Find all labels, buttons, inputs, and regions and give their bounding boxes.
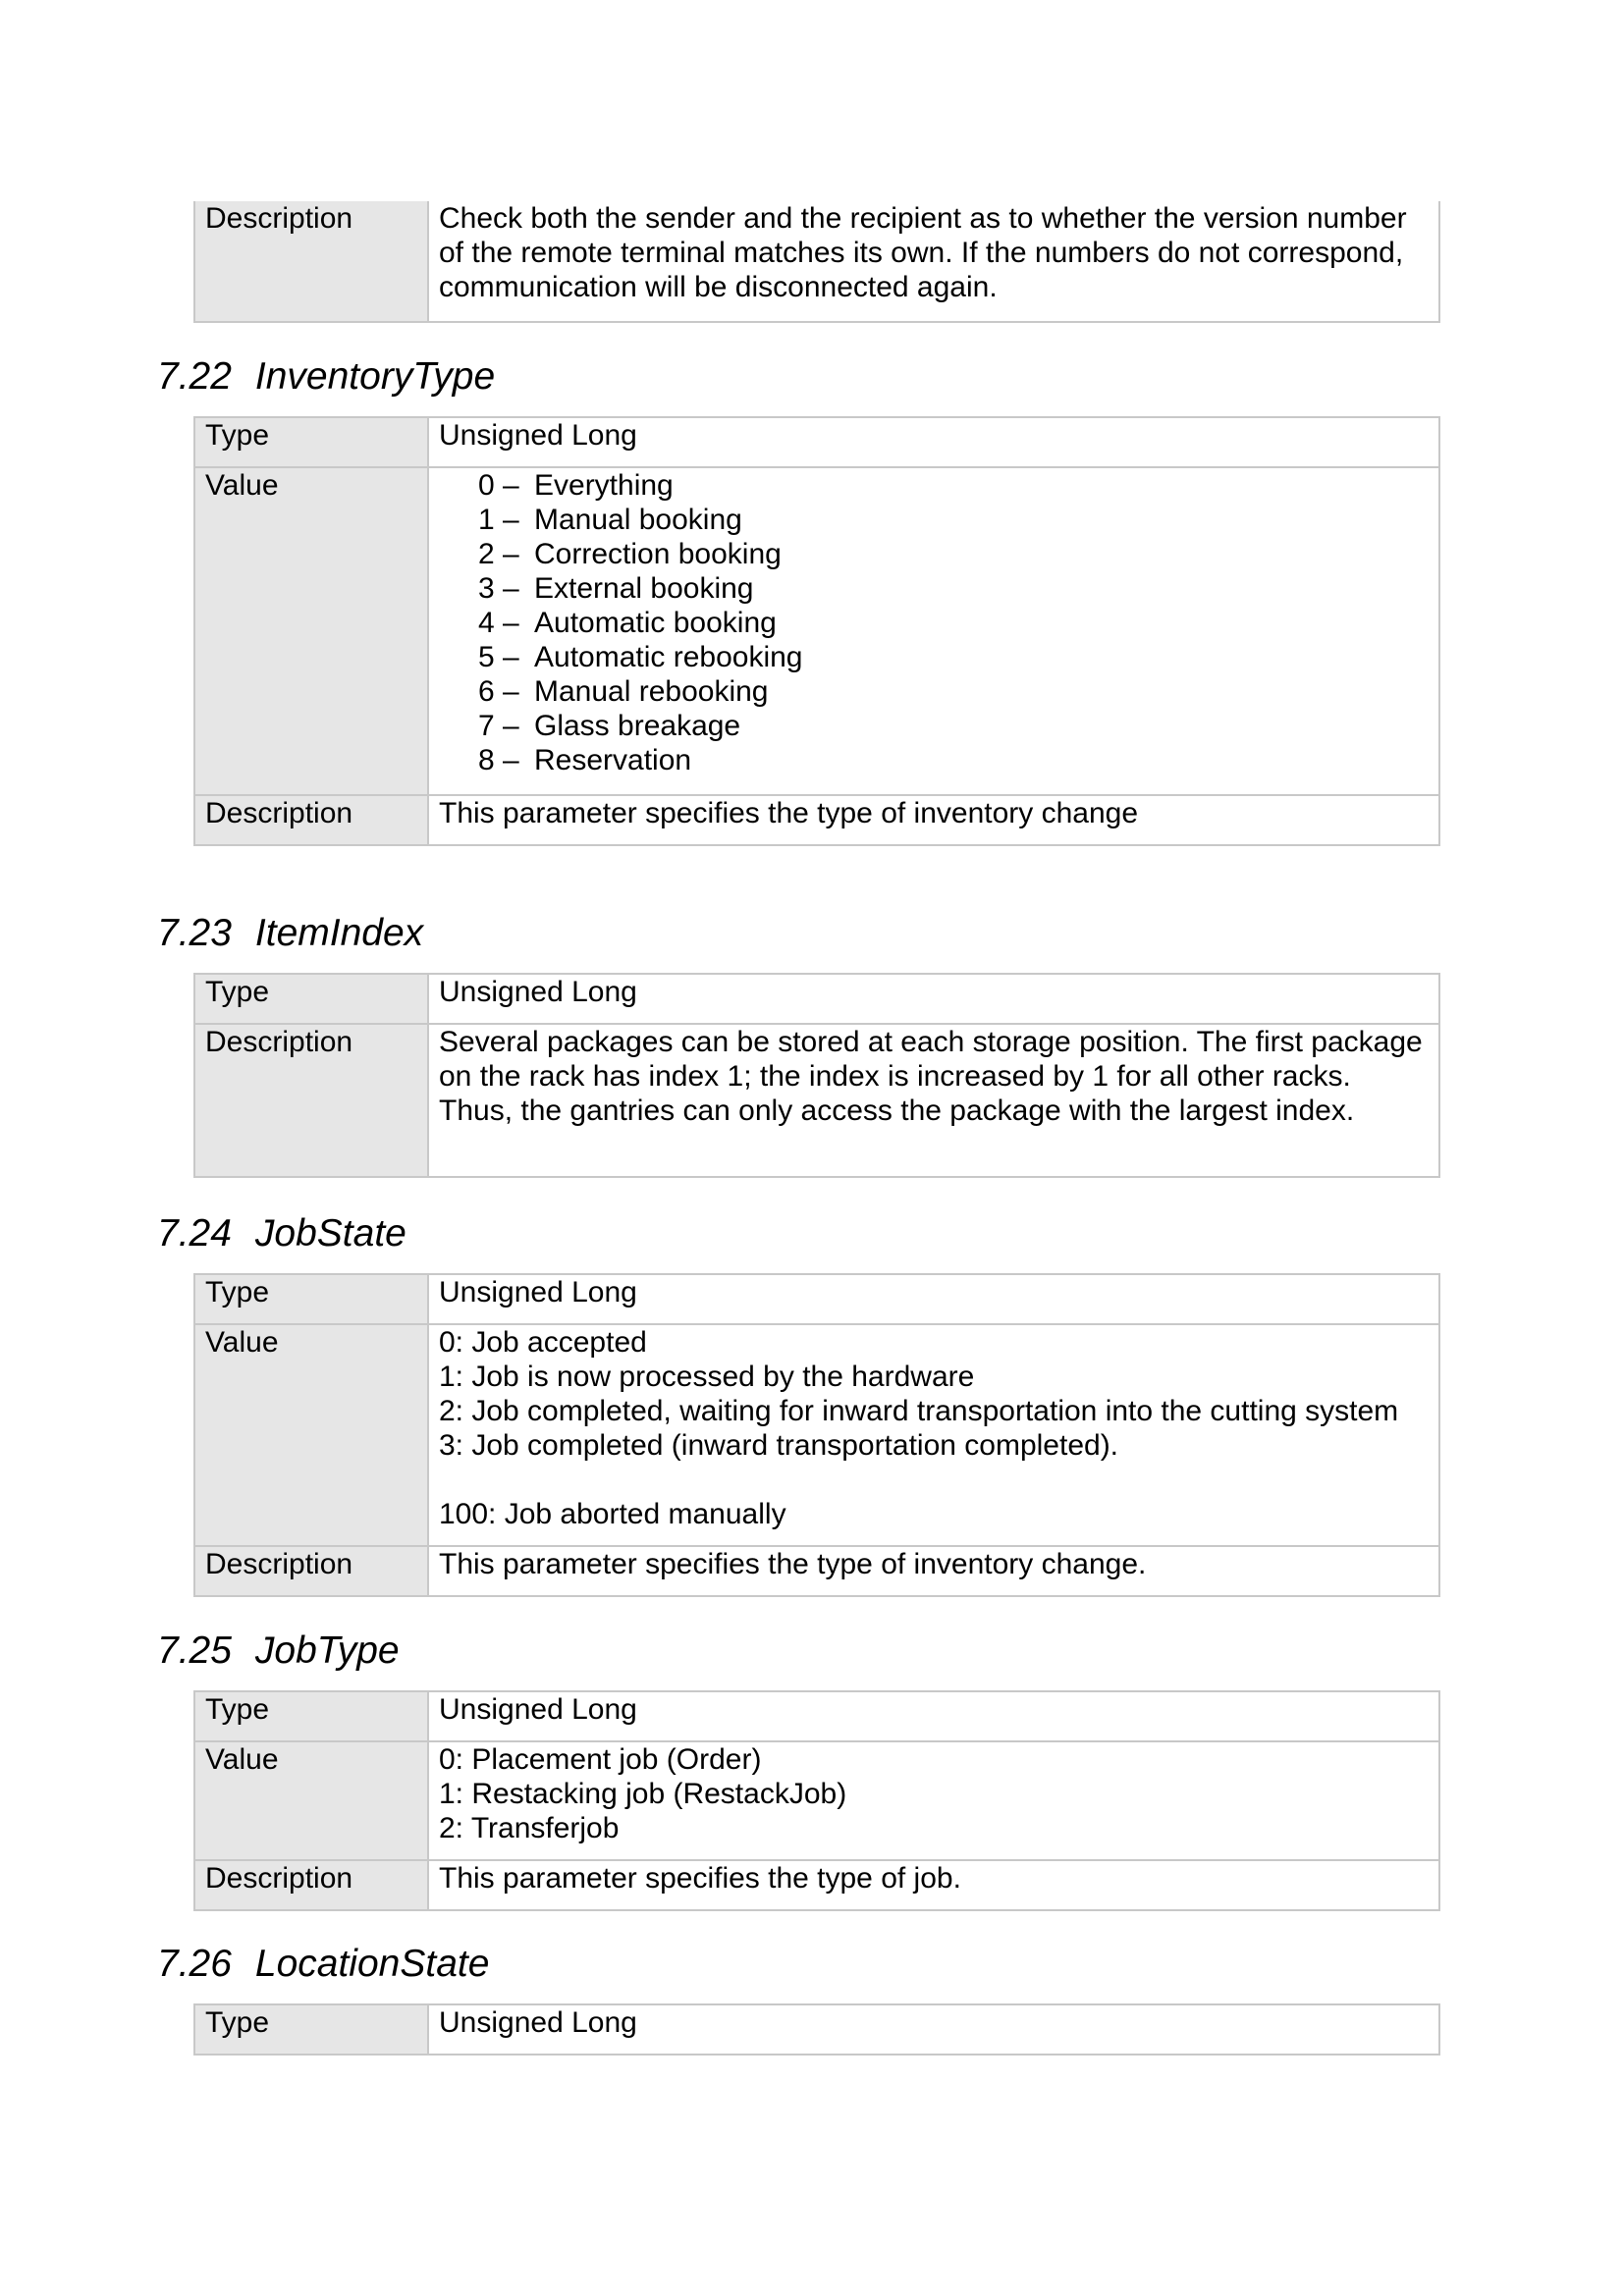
list-item: 100: Job aborted manually: [439, 1498, 786, 1530]
item-index-table: [193, 973, 1440, 1178]
list-item: 0: Placement job (Order): [439, 1743, 762, 1776]
job-type-values: [439, 1742, 1431, 1845]
description-label: Description: [194, 1546, 428, 1596]
table-row: [194, 1860, 1439, 1910]
section-title: JobType: [254, 1629, 400, 1672]
job-state-table: [193, 1273, 1440, 1597]
table-row: [194, 1324, 1439, 1546]
description-label: Description: [194, 1024, 428, 1177]
type-value: Unsigned Long: [428, 2004, 1439, 2055]
section-number: 7.24: [157, 1212, 232, 1255]
list-item: 0 – Everything: [478, 469, 674, 502]
section-heading-item-index: [157, 910, 423, 957]
job-type-table: [193, 1690, 1440, 1911]
table-row: [194, 201, 1439, 322]
type-label: Type: [194, 1274, 428, 1324]
type-value: Unsigned Long: [428, 1691, 1439, 1741]
table-row: [194, 1546, 1439, 1596]
type-label: Type: [194, 417, 428, 467]
section-title: ItemIndex: [254, 912, 424, 954]
version-check-table: [193, 201, 1440, 323]
table-row: [194, 1741, 1439, 1860]
job-state-values: [439, 1325, 1431, 1531]
description-label: Description: [194, 201, 428, 322]
location-state-table: [193, 2003, 1440, 2056]
section-heading-inventory-type: [157, 353, 495, 400]
type-label: Type: [194, 974, 428, 1024]
type-value: Unsigned Long: [428, 974, 1439, 1024]
section-heading-job-state: [157, 1210, 406, 1257]
section-title: InventoryType: [254, 355, 496, 398]
inventory-type-table: [193, 416, 1440, 846]
section-number: 7.26: [157, 1943, 232, 1985]
description-value: This parameter specifies the type of inventory change: [428, 795, 1439, 845]
section-title: LocationState: [254, 1943, 490, 1985]
section-number: 7.23: [157, 912, 232, 954]
list-item: 4 – Automatic booking: [478, 607, 777, 639]
list-item: 3: Job completed (inward transportation completed).: [439, 1429, 1119, 1462]
list-item: 1: Restacking job (RestackJob): [439, 1778, 847, 1810]
value-list-cell: [428, 1741, 1439, 1860]
description-paragraph: Several packages can be stored at each storage position. The first package on the rack has index 1; the index is increased by 1 for all other racks.: [439, 1026, 1423, 1093]
description-label: Description: [194, 795, 428, 845]
table-row: [194, 2004, 1439, 2055]
list-item: 2: Transferjob: [439, 1812, 620, 1844]
type-label: Type: [194, 2004, 428, 2055]
list-item: 7 – Glass breakage: [478, 710, 741, 742]
list-item: 5 – Automatic rebooking: [478, 641, 803, 673]
section-heading-job-type: [157, 1628, 400, 1675]
table-row: [194, 1274, 1439, 1324]
section-number: 7.25: [157, 1629, 232, 1672]
section-heading-location-state: [157, 1941, 489, 1988]
value-list-cell: [428, 1324, 1439, 1546]
list-item: 8 – Reservation: [478, 744, 692, 776]
type-value: Unsigned Long: [428, 1274, 1439, 1324]
type-value: Unsigned Long: [428, 417, 1439, 467]
list-item: 2 – Correction booking: [478, 538, 782, 570]
section-number: 7.22: [157, 355, 232, 398]
table-row: [194, 795, 1439, 845]
list-item: 0: Job accepted: [439, 1326, 647, 1359]
value-label: Value: [194, 1324, 428, 1546]
description-paragraph: Thus, the gantries can only access the package with the largest index.: [439, 1095, 1355, 1127]
table-row: [194, 467, 1439, 795]
table-row: [194, 417, 1439, 467]
list-item: 2: Job completed, waiting for inward transportation into the cutting system: [439, 1395, 1399, 1427]
section-title: JobState: [254, 1212, 406, 1255]
table-row: [194, 1024, 1439, 1177]
value-label: Value: [194, 467, 428, 795]
spacer: [439, 1463, 1431, 1497]
list-item: 1: Job is now processed by the hardware: [439, 1361, 975, 1393]
list-item: 3 – External booking: [478, 572, 754, 605]
description-value: Check both the sender and the recipient as to whether the version number of the remote terminal matches its own. If the numbers do not correspond, communication will be disconnected again.: [428, 201, 1439, 322]
value-label: Value: [194, 1741, 428, 1860]
list-item: 1 – Manual booking: [478, 504, 742, 536]
value-list-cell: [428, 467, 1439, 795]
table-row: [194, 974, 1439, 1024]
description-value: [428, 1024, 1439, 1177]
description-value: This parameter specifies the type of inventory change.: [428, 1546, 1439, 1596]
description-value: This parameter specifies the type of job.: [428, 1860, 1439, 1910]
type-label: Type: [194, 1691, 428, 1741]
description-label: Description: [194, 1860, 428, 1910]
inventory-type-values: [439, 468, 1431, 777]
list-item: 6 – Manual rebooking: [478, 675, 769, 708]
table-row: [194, 1691, 1439, 1741]
